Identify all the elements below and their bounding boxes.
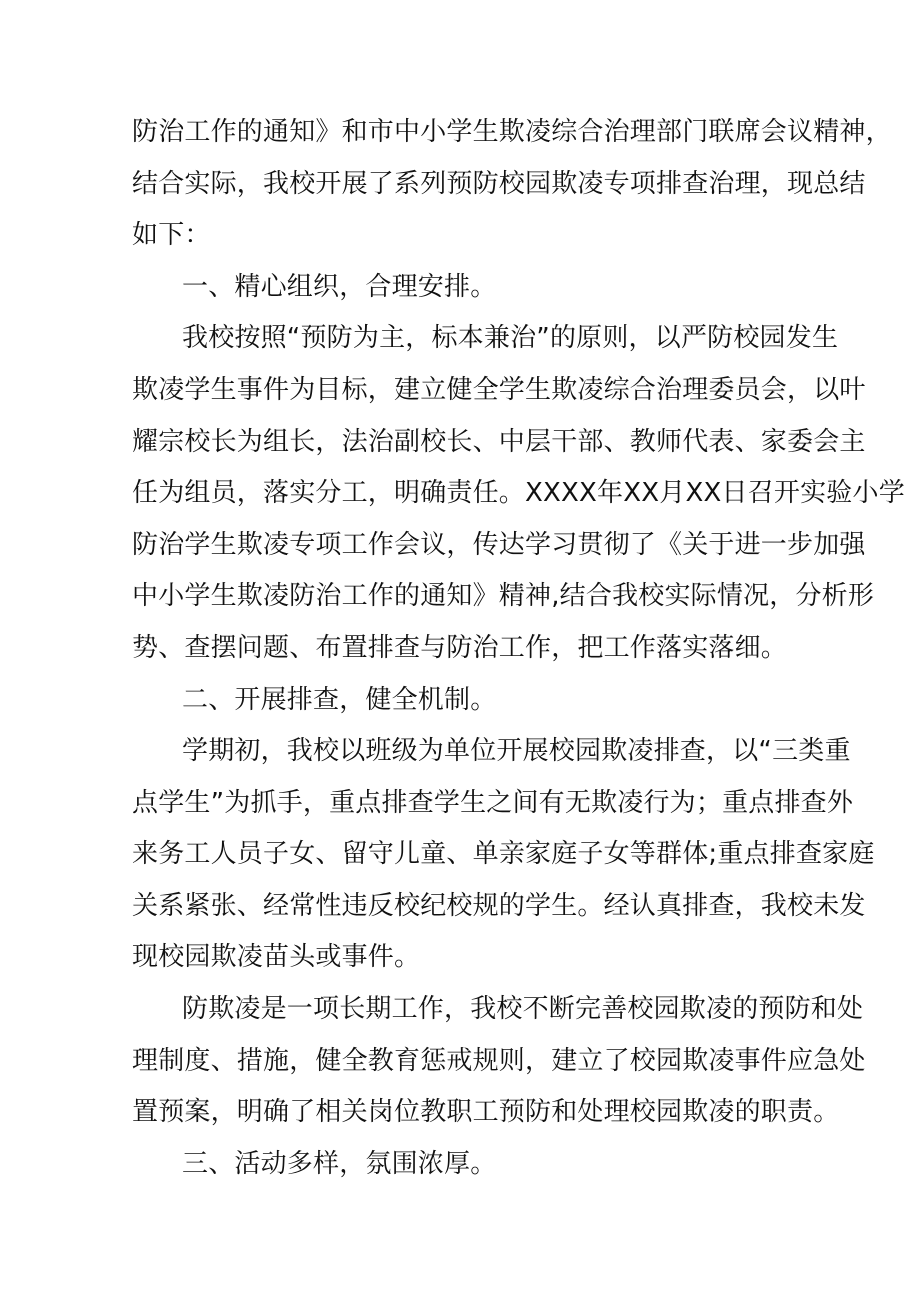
text-line: 耀宗校长为组长，法治副校长、中层干部、教师代表、家委会主 bbox=[132, 427, 866, 457]
text-line: 来务工人员子女、留守儿童、单亲家庭子女等群体;重点排查家庭 bbox=[132, 839, 875, 869]
text-line: 中小学生欺凌防治工作的通知》精神,结合我校实际情况，分析形 bbox=[132, 581, 875, 611]
text-line: 任为组员，落实分工，明确责任。XXXX年XX月XX日召开实验小学 bbox=[132, 478, 905, 508]
text-line: 置预案，明确了相关岗位教职工预防和处理校园欺凌的职责。 bbox=[132, 1097, 840, 1127]
text-line: 我校按照“预防为主，标本兼治”的原则，以严防校园发生 bbox=[182, 323, 839, 353]
text-line: 理制度、措施，健全教育惩戒规则，建立了校园欺凌事件应急处 bbox=[132, 1046, 866, 1076]
section-heading: 二、开展排查，健全机制。 bbox=[182, 685, 497, 715]
text-line: 点学生”为抓手，重点排查学生之间有无欺凌行为；重点排查外 bbox=[132, 788, 854, 818]
text-line: 防治学生欺凌专项工作会议，传达学习贯彻了《关于进一步加强 bbox=[132, 530, 866, 560]
text-line: 如下： bbox=[132, 220, 211, 250]
text-line: 欺凌学生事件为目标，建立健全学生欺凌综合治理委员会，以叶 bbox=[132, 375, 866, 405]
text-line: 势、查摆问题、布置排查与防治工作，把工作落实落细。 bbox=[132, 633, 788, 663]
text-line: 结合实际，我校开展了系列预防校园欺凌专项排查治理，现总结 bbox=[132, 169, 866, 199]
section-heading: 一、精心组织，合理安排。 bbox=[182, 272, 497, 302]
text-line: 关系紧张、经常性违反校纪校规的学生。经认真排查，我校未发 bbox=[132, 891, 866, 921]
text-line: 防治工作的通知》和市中小学生欺凌综合治理部门联席会议精神， bbox=[132, 117, 892, 147]
text-line: 现校园欺凌苗头或事件。 bbox=[132, 942, 421, 972]
text-line: 学期初，我校以班级为单位开展校园欺凌排查，以“三类重 bbox=[182, 736, 851, 766]
text-line: 防欺凌是一项长期工作，我校不断完善校园欺凌的预防和处 bbox=[182, 994, 864, 1024]
section-heading: 三、活动多样，氛围浓厚。 bbox=[182, 1149, 497, 1179]
